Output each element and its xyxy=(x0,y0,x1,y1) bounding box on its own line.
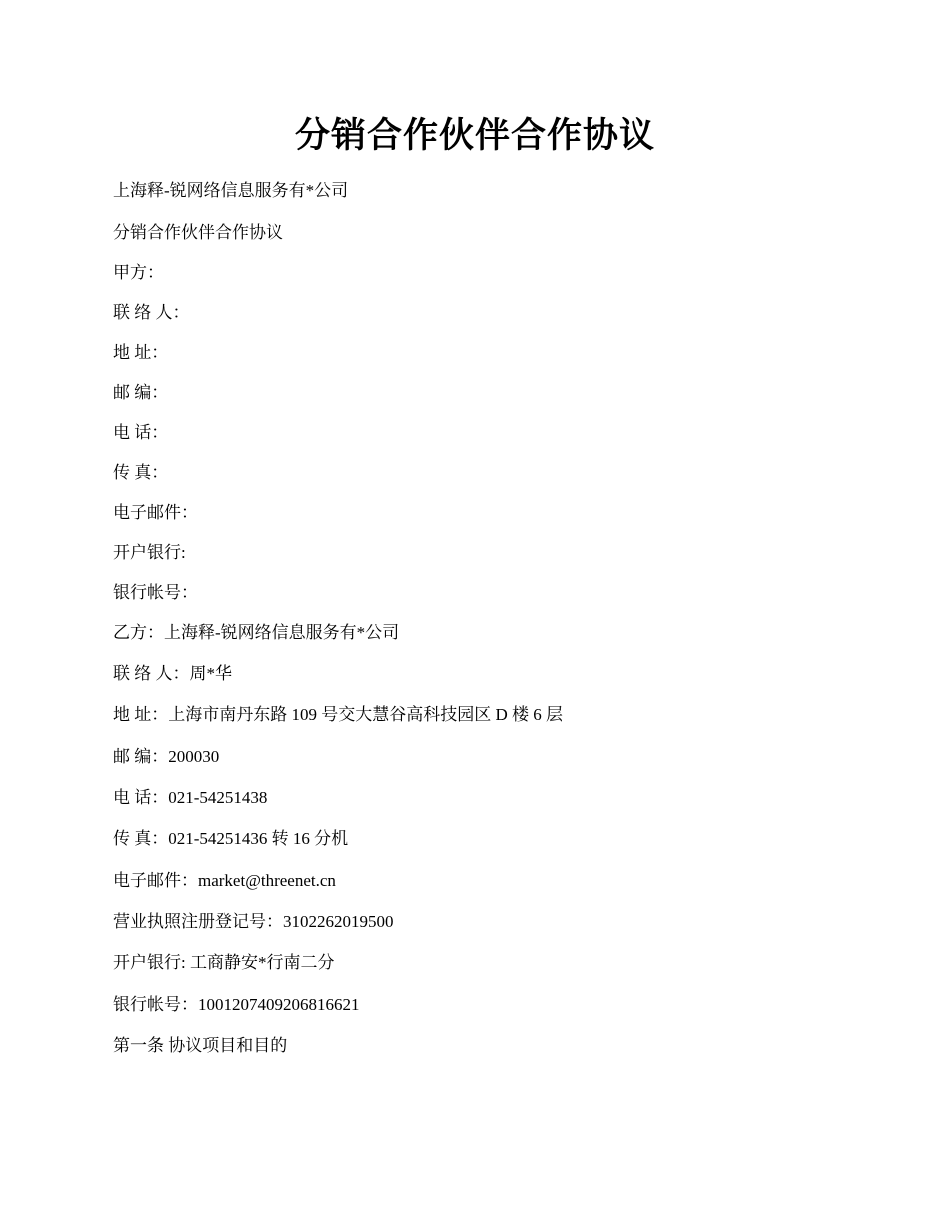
document-line: 营业执照注册登记号：3102262019500 xyxy=(113,912,394,931)
document-line: 传 真： xyxy=(113,463,169,482)
document-line: 联 络 人：周*华 xyxy=(113,664,232,683)
document-line: 地 址： xyxy=(113,343,169,362)
document-title: 分销合作伙伴合作协议 xyxy=(294,115,655,156)
document-line: 上海释-锐网络信息服务有*公司 xyxy=(113,181,349,200)
document-line: 甲方： xyxy=(113,263,164,282)
document-line: 地 址：上海市南丹东路 109 号交大慧谷高科技园区 D 楼 6 层 xyxy=(113,705,564,724)
document-line: 银行帐号： xyxy=(113,583,198,602)
document-line: 分销合作伙伴合作协议 xyxy=(113,223,283,242)
document-line: 开户银行: xyxy=(113,543,186,562)
document-line: 联 络 人： xyxy=(113,303,190,322)
document-line: 电子邮件：market@threenet.cn xyxy=(113,871,336,890)
document-line: 乙方：上海释-锐网络信息服务有*公司 xyxy=(113,623,400,642)
document-line: 开户银行: 工商静安*行南二分 xyxy=(113,953,335,972)
document-line: 电 话：021-54251438 xyxy=(113,788,268,807)
document-line: 银行帐号：1001207409206816621 xyxy=(113,995,360,1014)
document-line: 传 真：021-54251436 转 16 分机 xyxy=(113,829,349,848)
document-line: 邮 编： xyxy=(113,383,169,402)
document-line: 电 话： xyxy=(113,423,169,442)
document-line: 第一条 协议项目和目的 xyxy=(113,1036,288,1055)
document-line: 电子邮件： xyxy=(113,503,198,522)
document-line: 邮 编：200030 xyxy=(113,747,220,766)
